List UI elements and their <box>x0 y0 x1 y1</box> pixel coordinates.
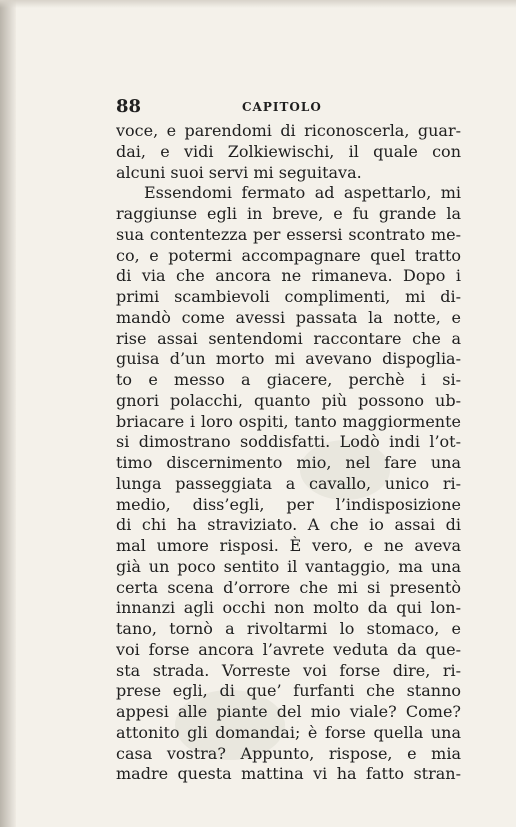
page-gutter-shadow <box>0 0 16 827</box>
text-line: briacare i loro ospiti, tanto maggiormente <box>116 411 461 431</box>
text-line: primi scambievoli complimenti, mi di- <box>116 287 461 306</box>
text-line: certa scena d’orrore che mi si presentò <box>116 577 461 597</box>
text-line: guisa d’un morto mi avevano dispoglia- <box>116 349 461 369</box>
text-line: timo discernimento mio, nel fare una <box>116 453 461 472</box>
page-header <box>116 97 461 121</box>
text-line: già un poco sentito il vantaggio, ma una <box>116 556 461 576</box>
text-line: alcuni suoi servi mi seguitava. <box>116 162 362 182</box>
text-line: madre questa mattina vi ha fatto stran- <box>116 764 461 784</box>
text-line: lunga passeggiata a cavallo, unico ri- <box>116 473 461 493</box>
text-line: rise assai sentendomi raccontare che a <box>116 328 461 348</box>
text-line: innanzi agli occhi non molto da qui lon- <box>116 598 461 618</box>
text-line: voi forse ancora l’avrete veduta da que- <box>116 639 461 659</box>
text-line: sta strada. Vorreste voi forse dire, ri- <box>116 660 461 680</box>
text-line: attonito gli domandai; è forse quella una <box>116 722 461 742</box>
running-head: CAPITOLO <box>242 100 322 114</box>
text-line: di chi ha straviziato. A che io assai di <box>116 515 461 535</box>
text-line: di via che ancora ne rimaneva. Dopo i <box>116 266 461 286</box>
text-line: raggiunse egli in breve, e fu grande la <box>116 204 461 223</box>
text-line: dai, e vidi Zolkiewischi, il quale con <box>116 141 461 161</box>
text-line: co, e potermi accompagnare quel tratto <box>116 245 461 265</box>
text-line: gnori polacchi, quanto più possono ub- <box>116 390 461 410</box>
page-top-edge <box>0 0 516 8</box>
text-line: mandò come avessi passata la notte, e <box>116 307 461 327</box>
body-text <box>116 121 461 785</box>
text-line: medio, diss’egli, per l’indisposizione <box>116 494 461 514</box>
text-line: casa vostra? Appunto, rispose, e mia <box>116 743 461 763</box>
text-line: voce, e parendomi di riconoscerla, guar- <box>116 121 461 140</box>
text-line: mal umore risposi. È vero, e ne aveva <box>116 536 461 555</box>
text-line: Essendomi fermato ad aspettarlo, mi <box>144 183 461 203</box>
page-number: 88 <box>116 96 142 117</box>
text-line: sua contentezza per essersi scontrato me- <box>116 224 461 244</box>
text-line: to e messo a giacere, perchè i si- <box>116 370 461 389</box>
text-line: appesi alle piante del mio viale? Come? <box>116 702 461 721</box>
text-line: prese egli, di que’ furfanti che stanno <box>116 681 461 701</box>
text-line: tano, tornò a rivoltarmi lo stomaco, e <box>116 619 461 638</box>
text-line: si dimostrano soddisfatti. Lodò indi l’ot- <box>116 432 461 452</box>
